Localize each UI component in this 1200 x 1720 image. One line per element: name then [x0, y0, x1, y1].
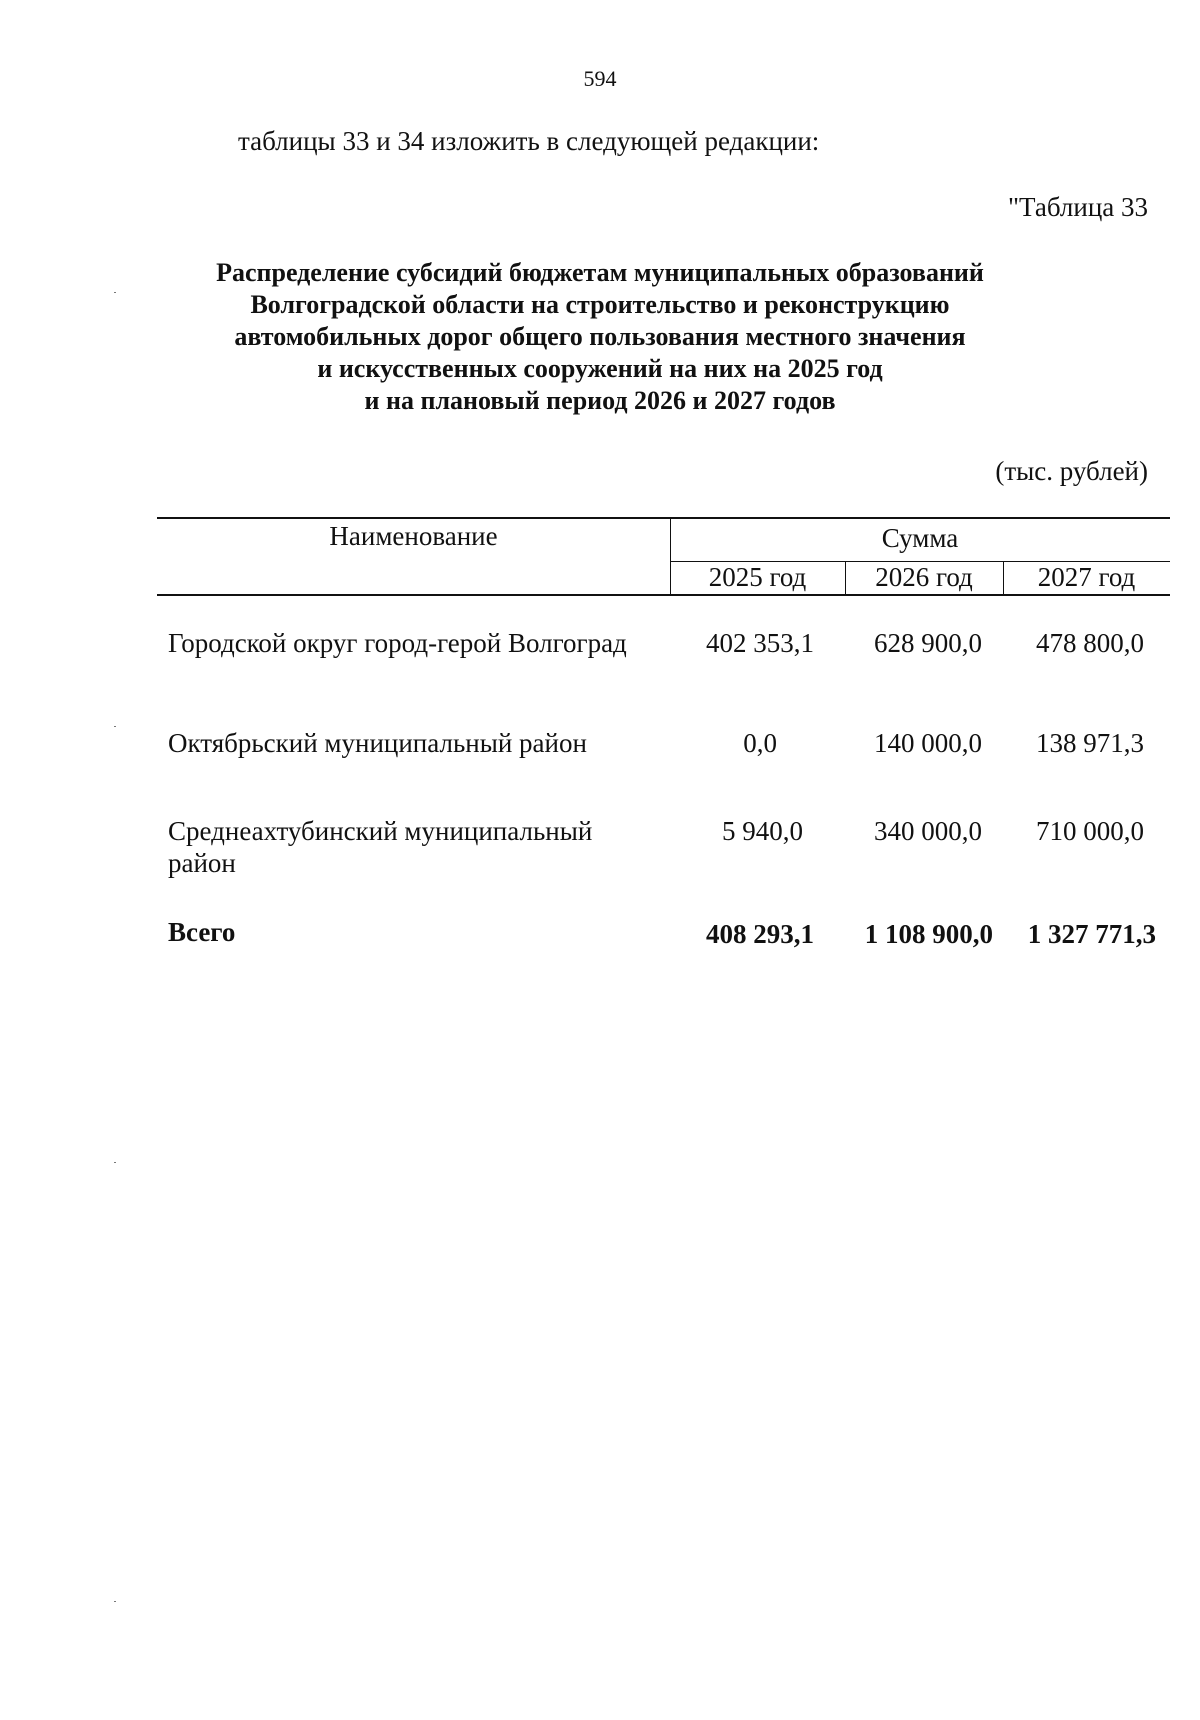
row-value: 710 000,0 — [1036, 816, 1144, 846]
title-line: автомобильных дорог общего пользования местного значения — [234, 322, 966, 351]
units-label: (тыс. рублей) — [995, 456, 1148, 486]
row-name-continued: район — [168, 848, 236, 878]
header-year: 2026 год — [875, 562, 973, 592]
header-sum: Сумма — [881, 523, 959, 553]
row-value: 340 000,0 — [874, 816, 982, 846]
total-value: 1 327 771,3 — [1027, 919, 1156, 949]
table-top-rule — [157, 517, 1170, 519]
row-value: 402 353,1 — [706, 628, 814, 658]
row-value: 140 000,0 — [874, 728, 982, 758]
total-value: 1 108 900,0 — [864, 919, 993, 949]
page-number: 594 — [583, 66, 617, 91]
scan-margin-mark — [114, 292, 116, 293]
row-name: Городской округ город-герой Волгоград — [168, 628, 627, 658]
total-value: 408 293,1 — [706, 919, 814, 949]
header-name: Наименование — [329, 521, 498, 551]
table-reference: "Таблица 33 — [1008, 192, 1148, 222]
title-line: Волгоградской области на строительство и реконструкцию — [250, 290, 950, 319]
row-value: 138 971,3 — [1036, 728, 1144, 758]
title-line: и искусственных сооружений на них на 2025 год — [317, 354, 883, 383]
table-title — [0, 257, 1200, 417]
row-value: 0,0 — [743, 728, 777, 758]
row-value: 5 940,0 — [722, 816, 803, 846]
intro-text: таблицы 33 и 34 изложить в следующей редакции: — [238, 126, 820, 156]
row-value: 478 800,0 — [1036, 628, 1144, 658]
total-label: Всего — [168, 917, 236, 947]
row-value: 628 900,0 — [874, 628, 982, 658]
header-bottom-rule — [157, 594, 1170, 596]
scan-margin-mark — [114, 1601, 116, 1602]
row-name: Октябрьский муниципальный район — [168, 728, 587, 758]
scan-margin-mark — [114, 1162, 116, 1163]
title-line: и на плановый период 2026 и 2027 годов — [364, 386, 836, 415]
scan-margin-mark — [114, 726, 116, 727]
title-line: Распределение субсидий бюджетам муниципальных образований — [216, 258, 984, 287]
header-year: 2027 год — [1037, 562, 1136, 592]
header-year: 2025 год — [708, 562, 807, 592]
row-name: Среднеахтубинский муниципальный — [168, 816, 593, 846]
